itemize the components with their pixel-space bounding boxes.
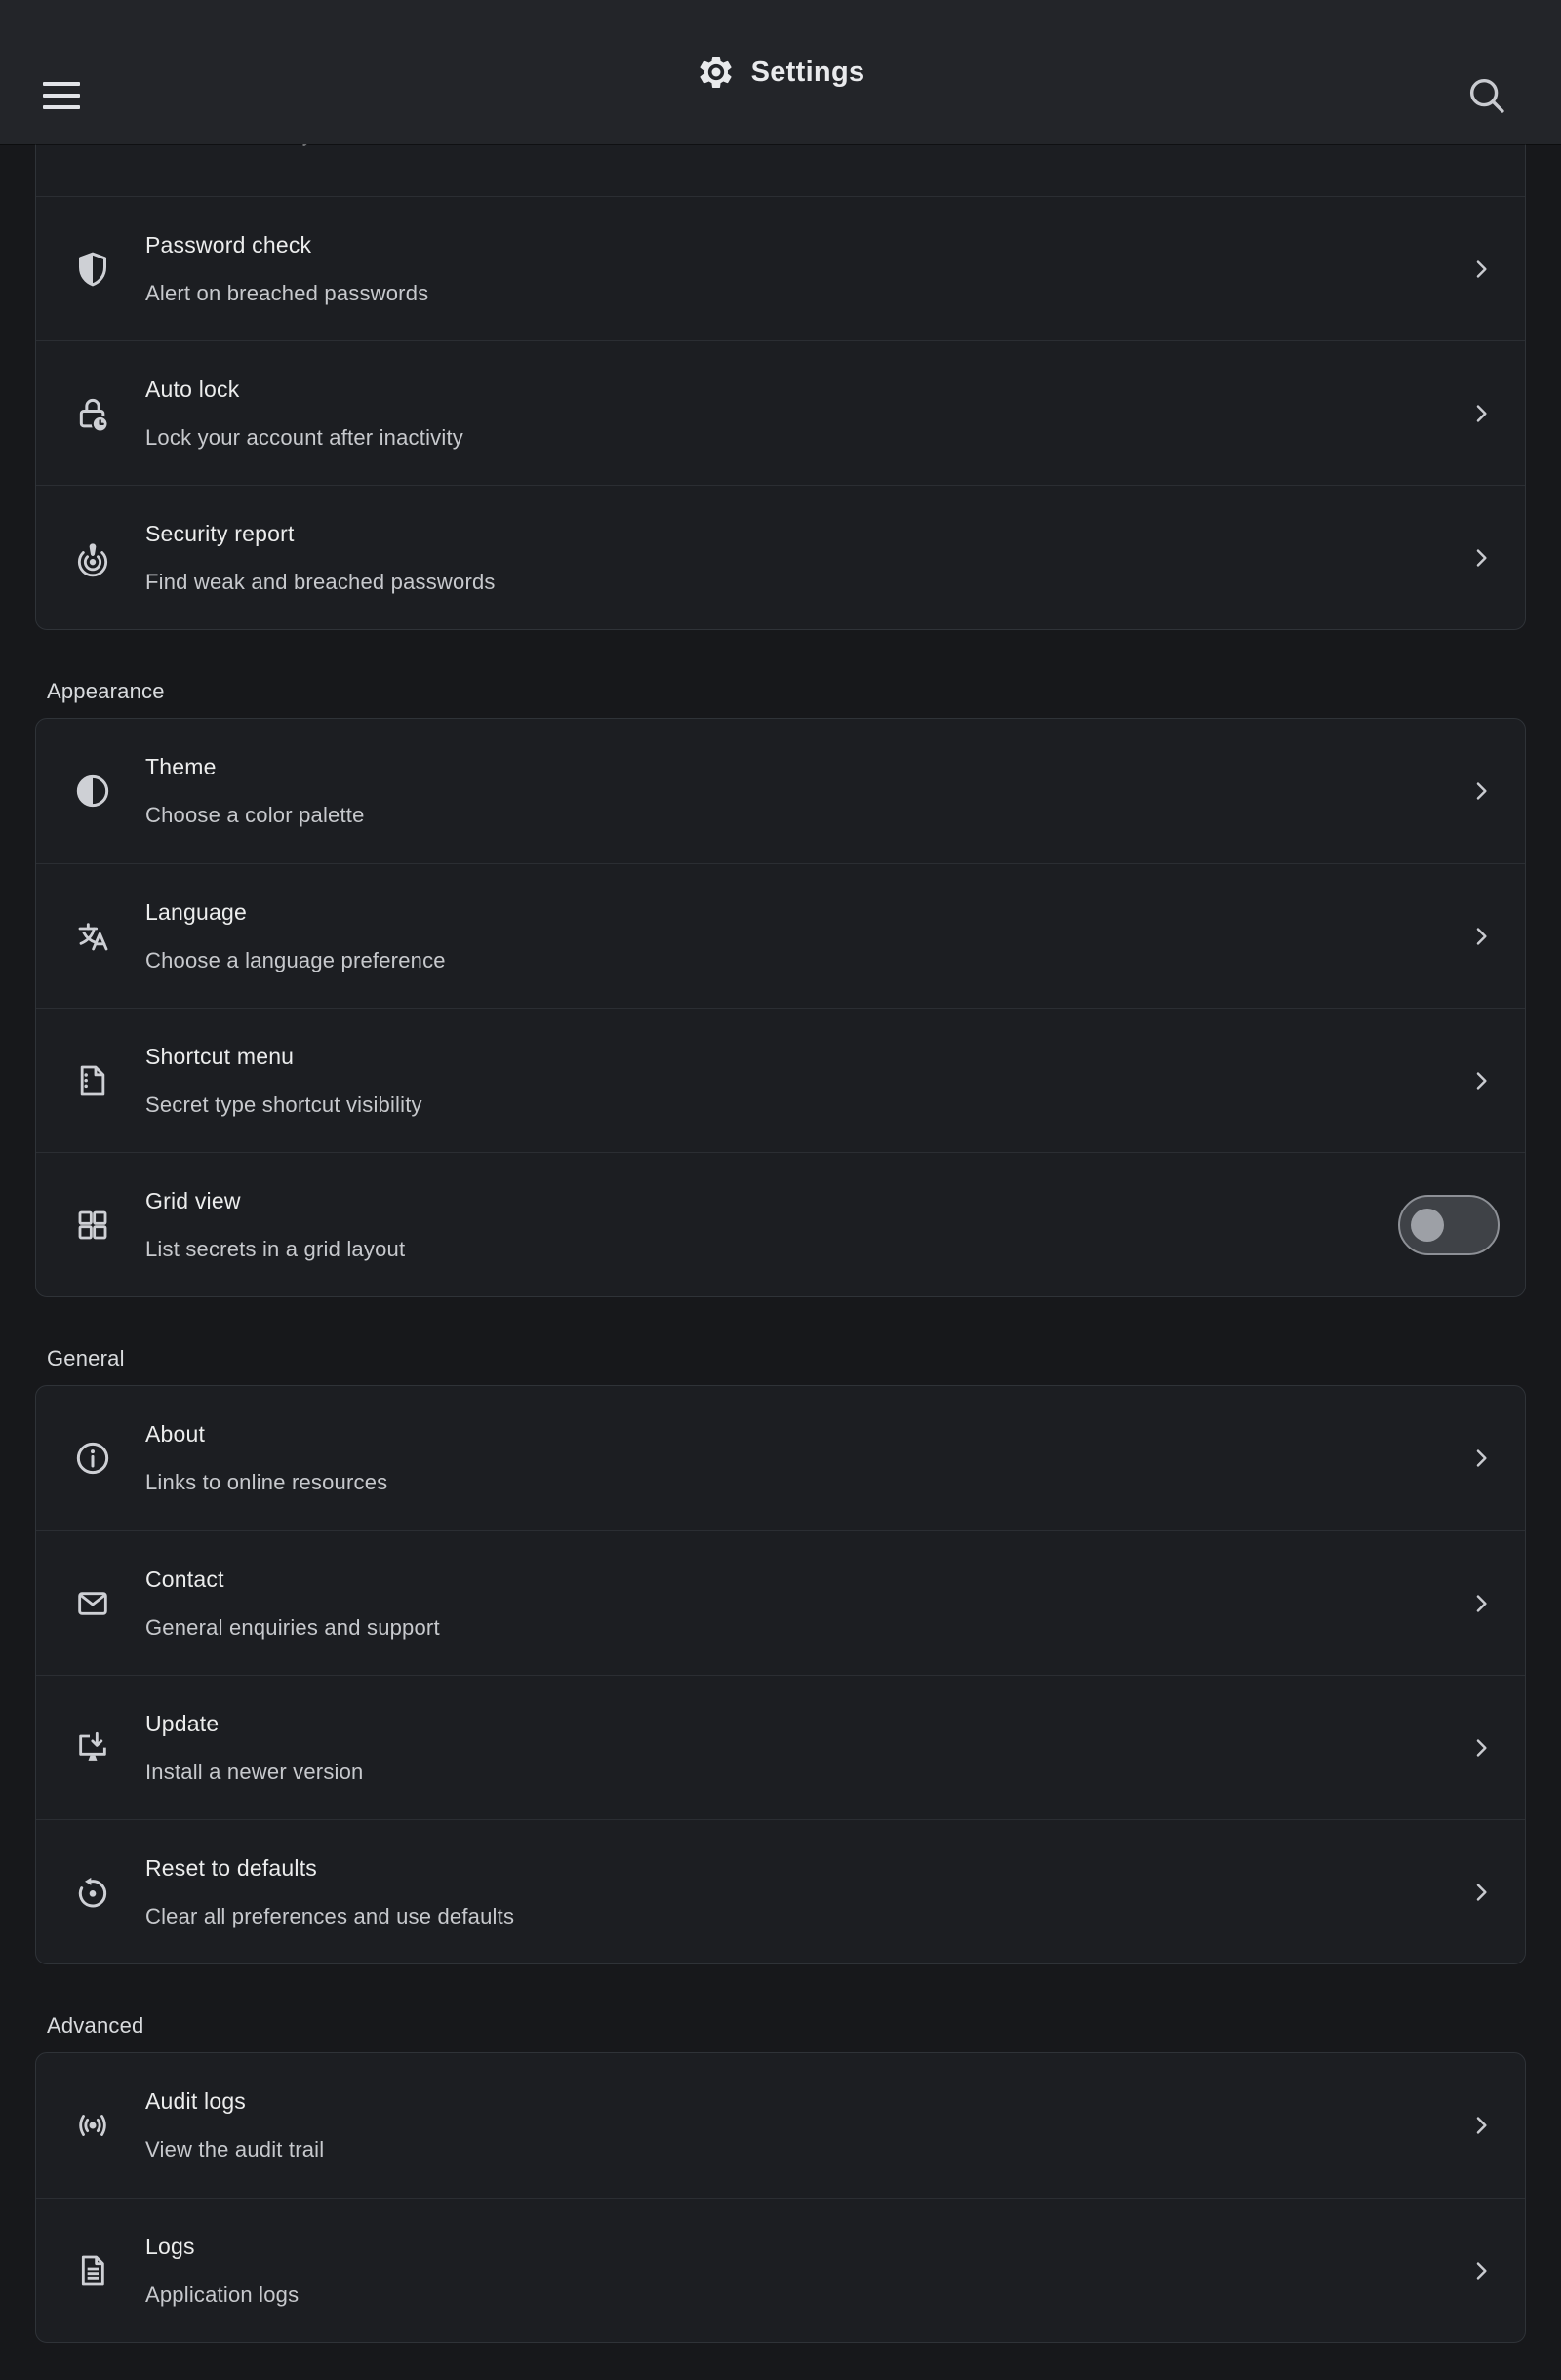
reset-restore-icon xyxy=(73,1873,112,1912)
settings-row-password-check[interactable] xyxy=(36,196,1525,340)
row-subtitle: Secret type shortcut visibility xyxy=(145,1091,422,1117)
chevron-right-icon xyxy=(1468,924,1494,949)
app-header xyxy=(0,0,1561,144)
row-title: Theme xyxy=(145,754,217,779)
row-subtitle: Find weak and breached passwords xyxy=(145,569,496,594)
settings-row-language[interactable] xyxy=(36,863,1525,1008)
section-label-advanced: Advanced xyxy=(47,2013,144,2038)
chevron-right-icon xyxy=(1468,401,1494,426)
row-title: Password check xyxy=(145,231,312,258)
security-report-icon xyxy=(73,538,112,577)
row-subtitle: Choose a color palette xyxy=(145,803,365,827)
settings-row-reset-defaults[interactable] xyxy=(36,1819,1525,1964)
settings-row-contact[interactable] xyxy=(36,1530,1525,1675)
settings-row-logs[interactable] xyxy=(36,2198,1525,2342)
mail-icon xyxy=(73,1584,112,1623)
row-subtitle: Links to online resources xyxy=(145,1470,388,1494)
section-label-appearance: Appearance xyxy=(47,679,165,703)
chevron-right-icon xyxy=(1468,1068,1494,1093)
toggle-knob xyxy=(1411,1209,1444,1242)
row-title: Update xyxy=(145,1710,220,1736)
shield-half-icon xyxy=(73,250,112,289)
chevron-right-icon xyxy=(1468,545,1494,571)
document-options-icon xyxy=(73,1061,112,1100)
lock-clock-icon xyxy=(73,394,112,433)
row-subtitle: Choose a language preference xyxy=(145,947,446,972)
row-title: Audit logs xyxy=(145,2088,247,2114)
chevron-right-icon xyxy=(1468,1735,1494,1761)
translate-icon xyxy=(73,917,112,956)
settings-row-auto-lock[interactable] xyxy=(36,340,1525,485)
chevron-right-icon xyxy=(1468,1446,1494,1471)
settings-gear-icon xyxy=(697,53,736,92)
settings-row-about[interactable] xyxy=(36,1386,1525,1530)
row-title: Auto lock xyxy=(145,376,240,402)
chevron-right-icon xyxy=(1468,1880,1494,1905)
theme-contrast-icon xyxy=(73,772,112,811)
row-title: Language xyxy=(145,898,247,925)
chevron-right-icon xyxy=(1468,778,1494,804)
info-icon xyxy=(73,1439,112,1478)
row-subtitle: View the audit trail xyxy=(145,2137,325,2162)
search-icon[interactable] xyxy=(1464,73,1509,118)
row-title: Shortcut menu xyxy=(145,1043,295,1069)
section-card-advanced xyxy=(35,2052,1526,2343)
settings-row-theme[interactable] xyxy=(36,719,1525,863)
settings-row-grid-view[interactable] xyxy=(36,1152,1525,1296)
row-title: Logs xyxy=(145,2233,195,2259)
section-card-general xyxy=(35,1385,1526,1964)
settings-row-security-report[interactable] xyxy=(36,485,1525,629)
row-subtitle: Alert on breached passwords xyxy=(145,280,429,305)
row-subtitle: List secrets in a grid layout xyxy=(145,1236,406,1261)
section-label-general: General xyxy=(47,1346,125,1370)
settings-row-update[interactable] xyxy=(36,1675,1525,1819)
settings-row-audit-logs[interactable] xyxy=(36,2053,1525,2198)
section-card-appearance xyxy=(35,718,1526,1297)
chevron-right-icon xyxy=(1468,257,1494,282)
row-subtitle: Application logs xyxy=(145,2281,300,2307)
document-lines-icon xyxy=(73,2251,112,2290)
chevron-right-icon xyxy=(1468,2113,1494,2138)
row-subtitle: Lock your account after inactivity xyxy=(145,424,463,450)
grid-view-icon xyxy=(73,1206,112,1245)
row-subtitle: General enquiries and support xyxy=(145,1614,440,1640)
menu-icon[interactable] xyxy=(43,82,80,109)
row-title: Security report xyxy=(145,520,295,546)
row-subtitle: Clear all preferences and use defaults xyxy=(145,1903,515,1928)
grid-view-toggle[interactable] xyxy=(1398,1195,1500,1255)
row-title: Grid view xyxy=(145,1187,241,1213)
page-title: Settings xyxy=(750,56,865,88)
row-title: Contact xyxy=(145,1566,224,1592)
row-title: Reset to defaults xyxy=(145,1854,318,1881)
chevron-right-icon xyxy=(1468,2258,1494,2283)
row-title: About xyxy=(145,1421,206,1447)
header-title-group xyxy=(0,0,1561,144)
settings-row-shortcut-menu[interactable] xyxy=(36,1008,1525,1152)
row-subtitle: Install a newer version xyxy=(145,1759,364,1784)
install-update-icon xyxy=(73,1728,112,1767)
chevron-right-icon xyxy=(1468,1591,1494,1616)
broadcast-icon xyxy=(73,2106,112,2145)
